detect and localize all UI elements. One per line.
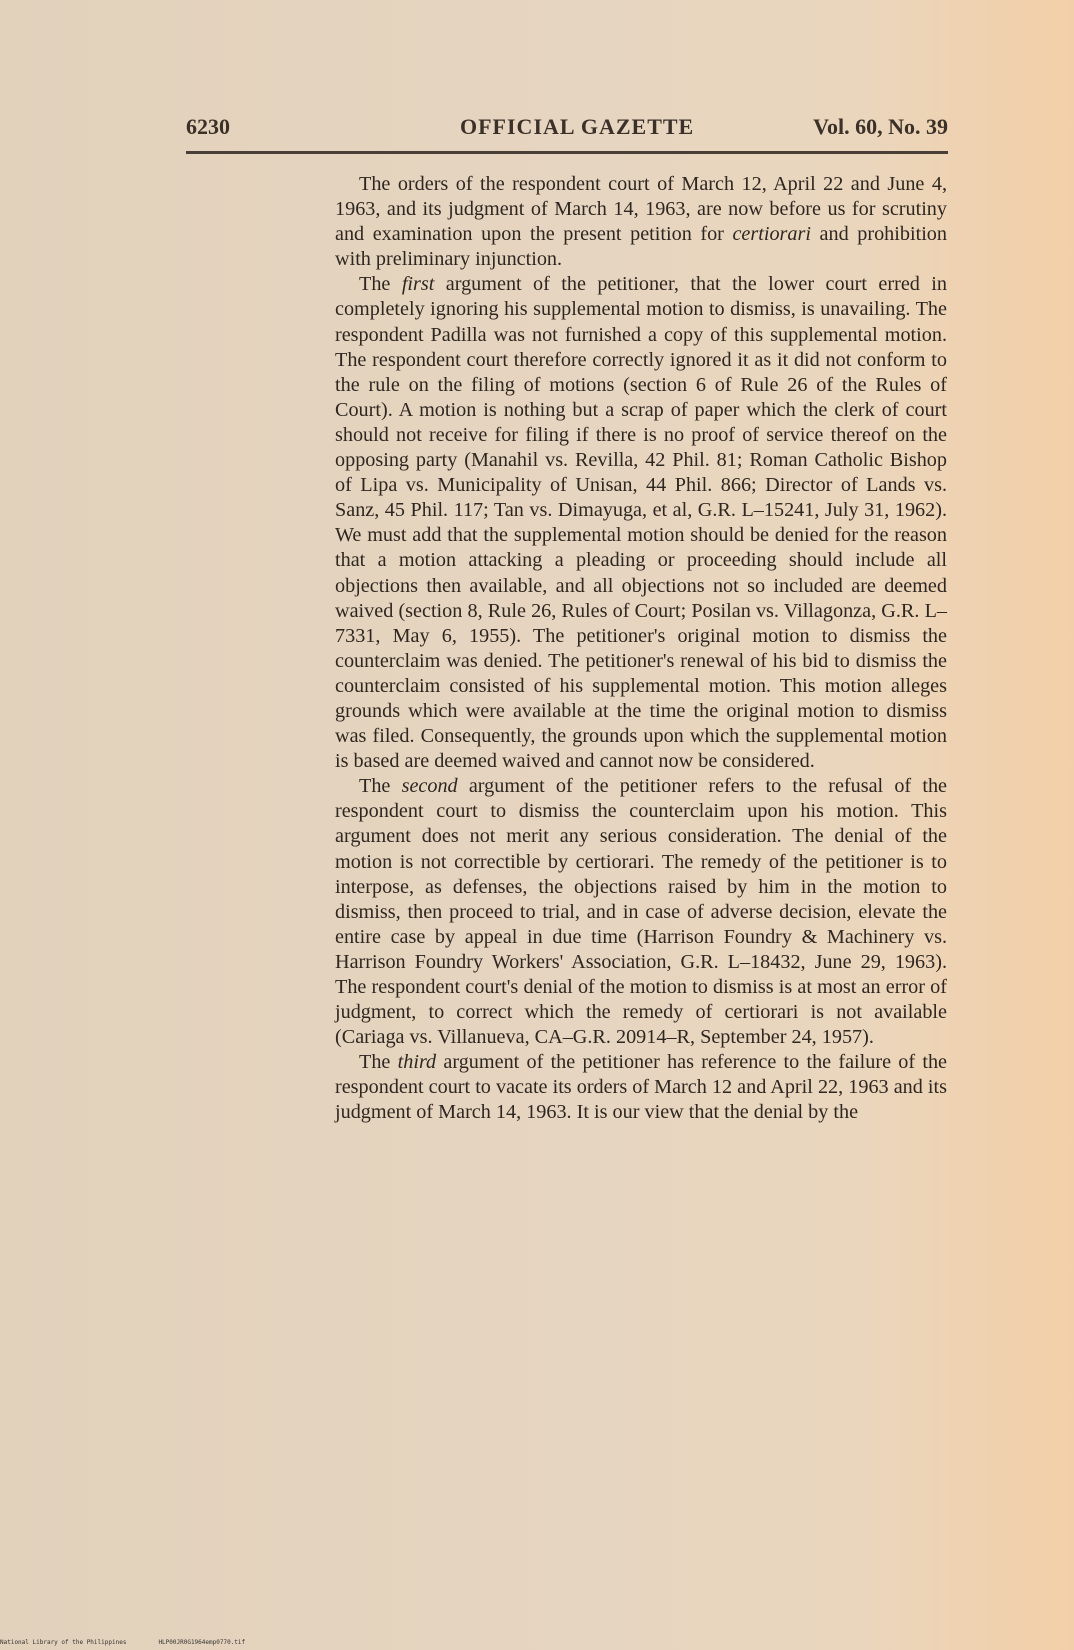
page-header xyxy=(186,114,948,144)
header-rule xyxy=(186,151,948,154)
paragraph: The first argument of the petitioner, that the lower court erred in completely ignoring his supplemental motion to dismiss, is unavailing. The respondent Padilla was not furnished a copy of this supplemental motion. The respondent court therefore correctly ignored it as it did not conform to the rule on the filing of motions (section 6 of Rule 26 of the Rules of Court). A motion is nothing but a scrap of paper which the clerk of court should not receive for filing if there is no proof of service thereof on the opposing party (Manahil vs. Revilla, 42 Phil. 81; Roman Catholic Bishop of Lipa vs. Municipality of Unisan, 44 Phil. 866; Director of Lands vs. Sanz, 45 Phil. 117; Tan vs. Dimayuga, et al, G.R. L–15241, July 31, 1962). We must add that the supplemental motion should be denied for the reason that a motion attacking a pleading or proceeding should include all objections then available, and all objections not so included are deemed waived (section 8, Rule 26, Rules of Court; Posilan vs. Villagonza, G.R. L–7331, May 6, 1955). The petitioner's original motion to dismiss the counterclaim was denied. The petitioner's renewal of his bid to dismiss the counterclaim consisted of his supplemental motion. This motion alleges grounds which were available at the time the original motion to dismiss was filed. Consequently, the grounds upon which the supplemental motion is based are deemed waived and cannot now be considered. xyxy=(335,273,947,773)
page-number: 6230 xyxy=(186,114,230,139)
footer-file: HLP00JR0G1964emp0770.tif xyxy=(158,1639,246,1646)
paragraph: The second argument of the petitioner refers to the refusal of the respondent court to dismiss the counterclaim upon his motion. This argument does not merit any serious consideration. The denial of the motion is not correctible by certiorari. The remedy of the petitioner is to interpose, as defenses, the objections raised by him in the motion to dismiss, then proceed to trial, and in case of adverse decision, elevate the entire case by appeal in due time (Harrison Foundry & Machinery vs. Harrison Foundry Workers' Association, G.R. L–18432, June 29, 1963). The respondent court's denial of the motion to dismiss is at most an error of judgment, to correct which the remedy of certiorari is not available (Cariaga vs. Villanueva, CA–G.R. 20914–R, September 24, 1957). xyxy=(335,775,948,1049)
paragraph: The orders of the respondent court of March 12, April 22 and June 4, 1963, and its judgment of March 14, 1963, are now before us for scrutiny and examination upon the present petition for certiorari and prohibition with preliminary injunction. xyxy=(335,173,947,271)
footer-library: National Library of the Philippines xyxy=(0,1639,127,1646)
paragraph: The third argument of the petitioner has reference to the failure of the respondent court to vacate its orders of March 12 and April 22, 1963 and its judgment of March 14, 1963. It is our view that the denial by the xyxy=(335,1051,948,1124)
publication-title: OFFICIAL GAZETTE xyxy=(460,114,695,139)
scan-footer xyxy=(0,1639,277,1646)
document-body xyxy=(335,172,947,1126)
volume-number: Vol. 60, No. 39 xyxy=(813,114,948,139)
